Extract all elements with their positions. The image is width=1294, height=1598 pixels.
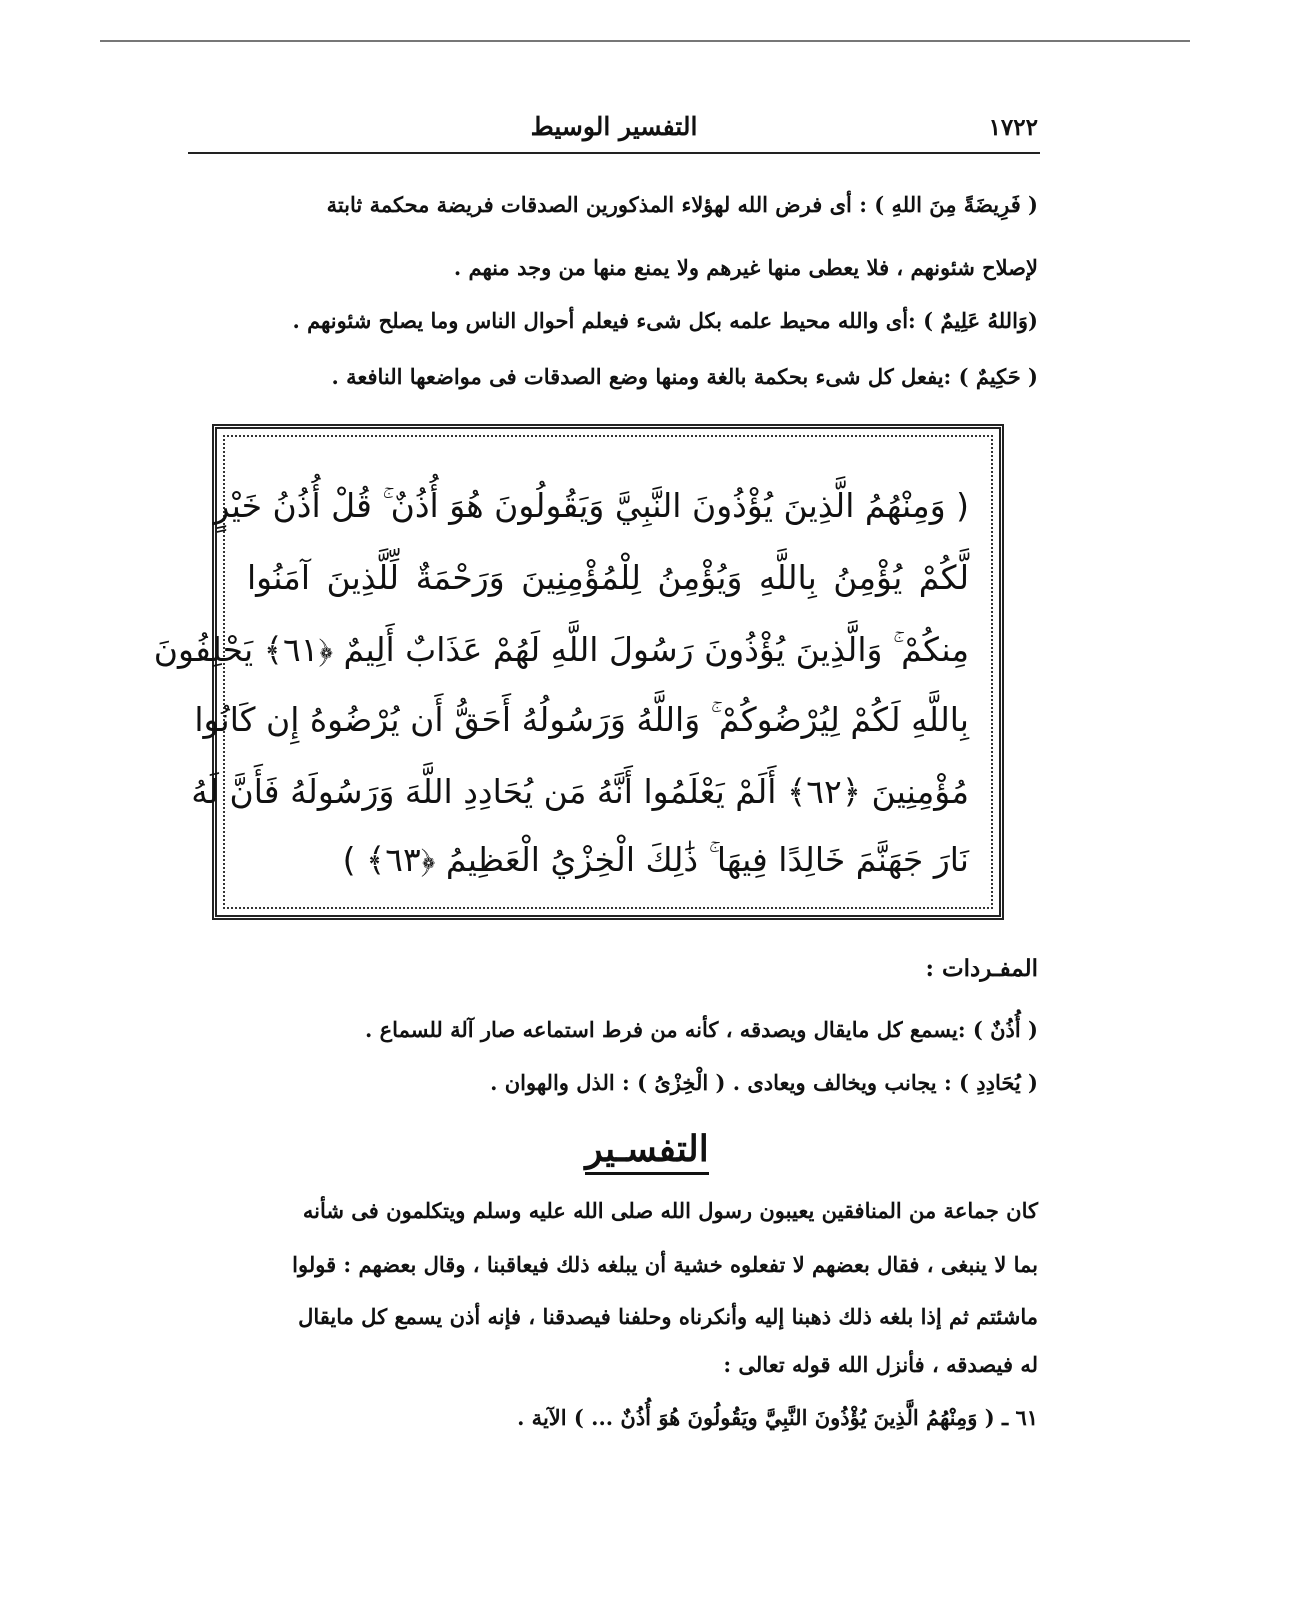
tafsir-line-3: ماشئتم ثم إذا بلغه ذلك ذهبنا إليه وأنكرناه وحلفنا فيصدقنا ، فإنه أذن يسمع كل مايقال (298, 1304, 1038, 1329)
vocab-line-2: ( يُحَادِدِ ) : يجانب ويخالف ويعادى . ( الْخِزْىُ ) : الذل والهوان . (490, 1070, 1038, 1095)
vocab-line-1: ( أُذُنٌ ) :يسمع كل مايقال ويصدقه ، كأنه من فرط استماعه صار آلة للسماع . (365, 1017, 1038, 1042)
tafsir-line-4: له فيصدقه ، فأنزل الله قوله تعالى : (723, 1352, 1038, 1377)
intro-line-3: (وَاللهُ عَلِيمٌ ) :أى والله محيط علمه بكل شىء فيعلم أحوال الناس وما يصلح شئونهم . (292, 308, 1038, 333)
tafsir-line-1: كان جماعة من المنافقين يعيبون رسول الله صلى الله عليه وسلم ويتكلمون فى شأنه (302, 1198, 1038, 1223)
top-rule (100, 40, 1190, 42)
quran-line: بِاللَّهِ لَكُمْ لِيُرْضُوكُمْ ۚ وَاللَّهُ وَرَسُولُهُ أَحَقُّ أَن يُرْضُوهُ إِن كَانُوا (194, 700, 969, 739)
tafsir-heading-text: التفسـير (585, 1128, 708, 1175)
tafsir-line-2: بما لا ينبغى ، فقال بعضهم لا تفعلوه خشية أن يبلغه ذلك فيعاقبنا ، وقال بعضهم : قولوا (292, 1252, 1038, 1277)
page-number: ١٧٢٢ (988, 114, 1038, 141)
quran-verse-frame (153, 424, 1004, 920)
book-title: التفسير الوسيط (530, 112, 698, 141)
quran-line: نَارَ جَهَنَّمَ خَالِدًا فِيهَا ۚ ذَٰلِكَ الْخِزْيُ الْعَظِيمُ ﴿٦٣﴾ ) (342, 840, 969, 879)
page-header (188, 108, 1040, 154)
quran-line: ( وَمِنْهُمُ الَّذِينَ يُؤْذُونَ النَّبِيَّ وَيَقُولُونَ هُوَ أُذُنٌ ۚ قُلْ أُذُنُ خَيْرٍ (213, 486, 969, 525)
tafsir-heading (0, 1128, 1294, 1170)
intro-line-2: لإصلاح شئونهم ، فلا يعطى منها غيرهم ولا يمنع منها من وجد منهم . (453, 255, 1038, 280)
quran-line: لَّكُمْ يُؤْمِنُ بِاللَّهِ وَيُؤْمِنُ لِلْمُؤْمِنِينَ وَرَحْمَةٌ لِّلَّذِينَ آمَنُوا (247, 558, 969, 597)
vocab-heading: المفـردات : (925, 955, 1038, 982)
intro-line-4: ( حَكِيمٌ ) :يفعل كل شىء بحكمة بالغة ومنها وضع الصدقات فى مواضعها النافعة . (331, 364, 1038, 389)
quran-line: مِنكُمْ ۚ وَالَّذِينَ يُؤْذُونَ رَسُولَ اللَّهِ لَهُمْ عَذَابٌ أَلِيمٌ ﴿٦١﴾ يَحْلِفُونَ (153, 630, 969, 669)
quran-line: مُؤْمِنِينَ ﴿٦٢﴾ أَلَمْ يَعْلَمُوا أَنَّهُ مَن يُحَادِدِ اللَّهَ وَرَسُولَهُ فَأَنَّ لَهُ (191, 772, 969, 811)
intro-line-1: ( فَرِيضَةً مِنَ اللهِ ) : أى فرض الله لهؤلاء المذكورين الصدقات فريضة محكمة ثابتة (326, 192, 1038, 217)
tafsir-line-5: ٦١ ـ ( وَمِنْهُمُ الَّذِينَ يُؤْذُونَ النَّبِيَّ ويَقُولُونَ هُوَ أُذُنٌ ... ) الآية . (517, 1405, 1038, 1430)
